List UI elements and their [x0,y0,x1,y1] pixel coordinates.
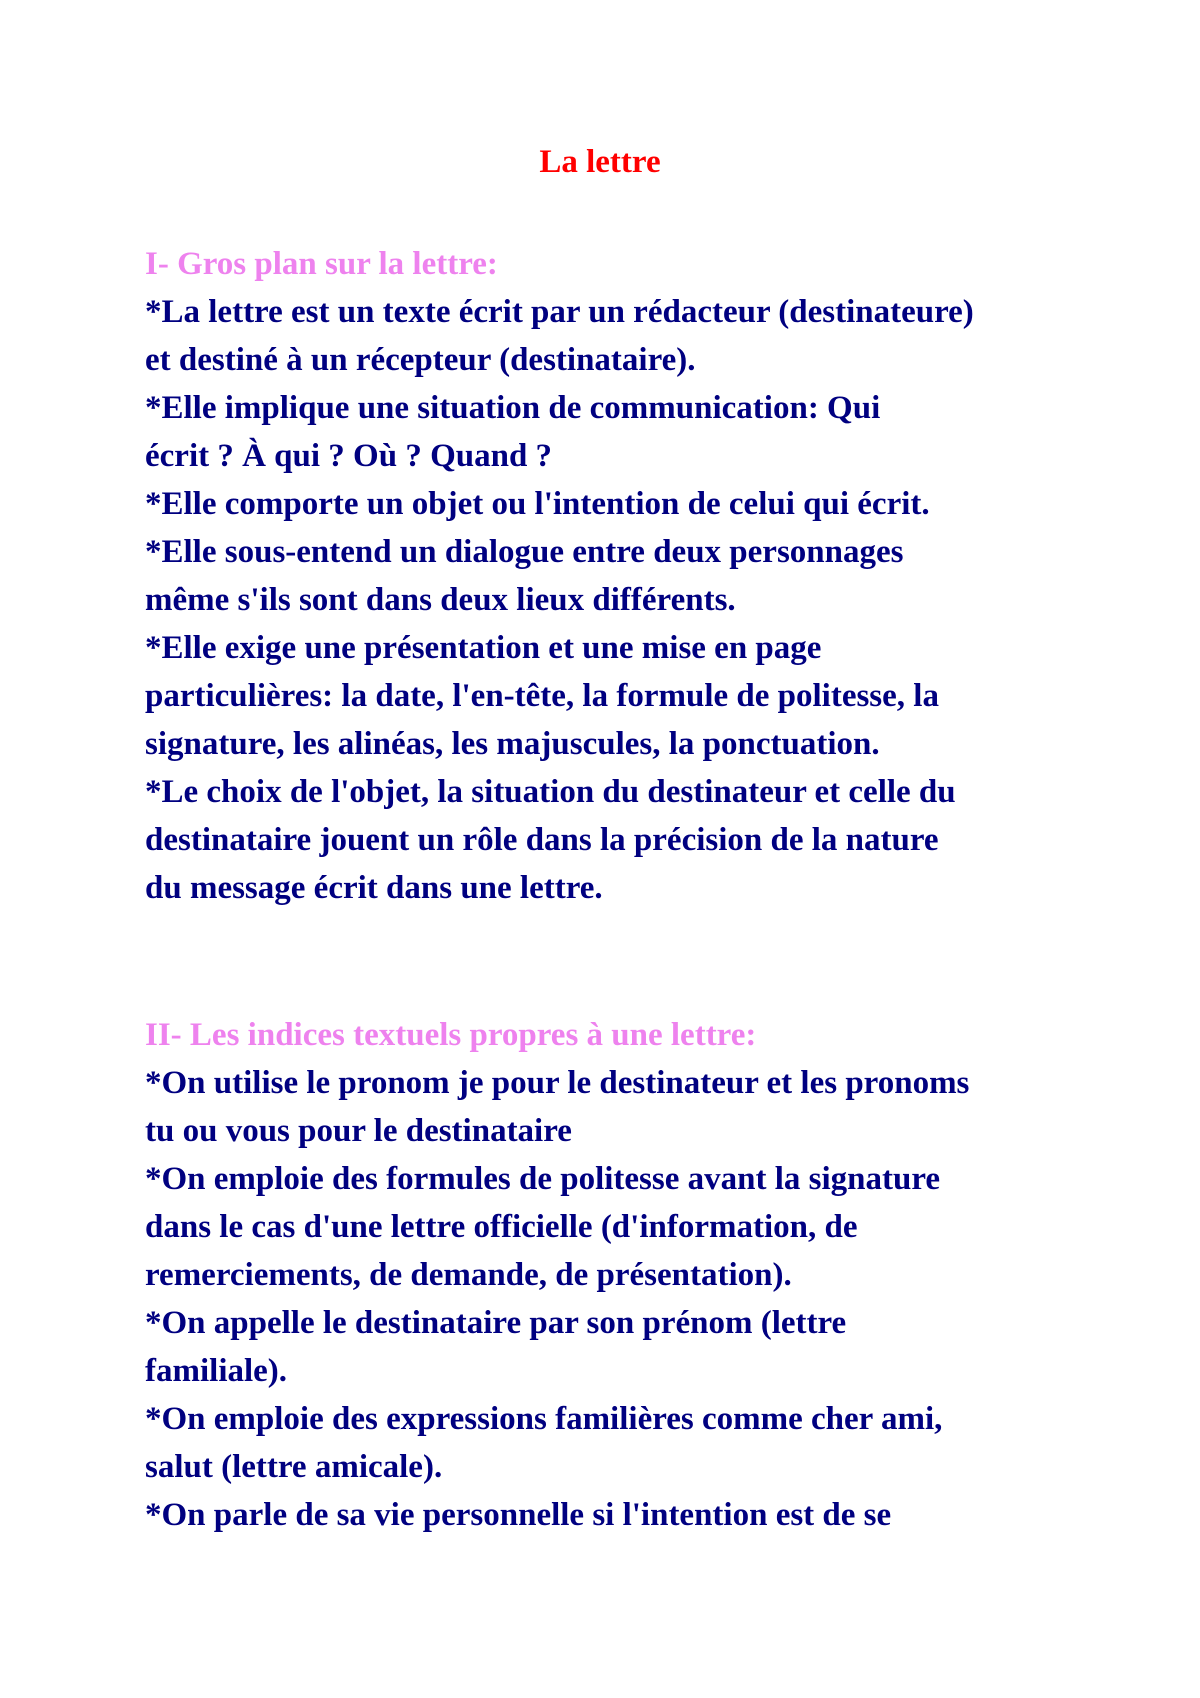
text-line: familiale). [145,1353,288,1389]
section-gros-plan [145,240,1085,912]
text-line: et destiné à un récepteur (destinataire). [145,342,696,378]
text-line: même s'ils sont dans deux lieux différents. [145,582,736,618]
text-line: *Le choix de l'objet, la situation du destinateur et celle du [145,774,956,810]
text-line: dans le cas d'une lettre officielle (d'information, de [145,1209,858,1245]
text-line: particulières: la date, l'en-tête, la formule de politesse, la [145,678,939,714]
text-line: remerciements, de demande, de présentation). [145,1257,792,1293]
text-line: *On emploie des formules de politesse avant la signature [145,1161,941,1197]
text-line: *Elle comporte un objet ou l'intention de celui qui écrit. [145,486,930,522]
page-title: La lettre [539,144,661,180]
text-line: destinataire jouent un rôle dans la précision de la nature [145,822,939,858]
section-heading: II- Les indices textuels propres à une lettre: [145,1017,757,1053]
text-line: *Elle exige une présentation et une mise en page [145,630,822,666]
text-line: *La lettre est un texte écrit par un rédacteur (destinateure) [145,294,974,330]
section-indices-textuels [145,1011,1085,1539]
text-line: *Elle sous-entend un dialogue entre deux personnages [145,534,904,570]
section-heading: I- Gros plan sur la lettre: [145,246,498,282]
text-line: *On parle de sa vie personnelle si l'intention est de se [145,1497,892,1533]
text-line: *Elle implique une situation de communication: Qui [145,390,881,426]
text-line: signature, les alinéas, les majuscules, la ponctuation. [145,726,880,762]
text-line: *On appelle le destinataire par son prénom (lettre [145,1305,847,1341]
text-line: *On emploie des expressions familières comme cher ami, [145,1401,943,1437]
text-line: écrit ? À qui ? Où ? Quand ? [145,438,553,474]
text-line: salut (lettre amicale). [145,1449,443,1485]
text-line: *On utilise le pronom je pour le destinateur et les pronoms [145,1065,970,1101]
text-line: du message écrit dans une lettre. [145,870,603,906]
text-line: tu ou vous pour le destinataire [145,1113,572,1149]
